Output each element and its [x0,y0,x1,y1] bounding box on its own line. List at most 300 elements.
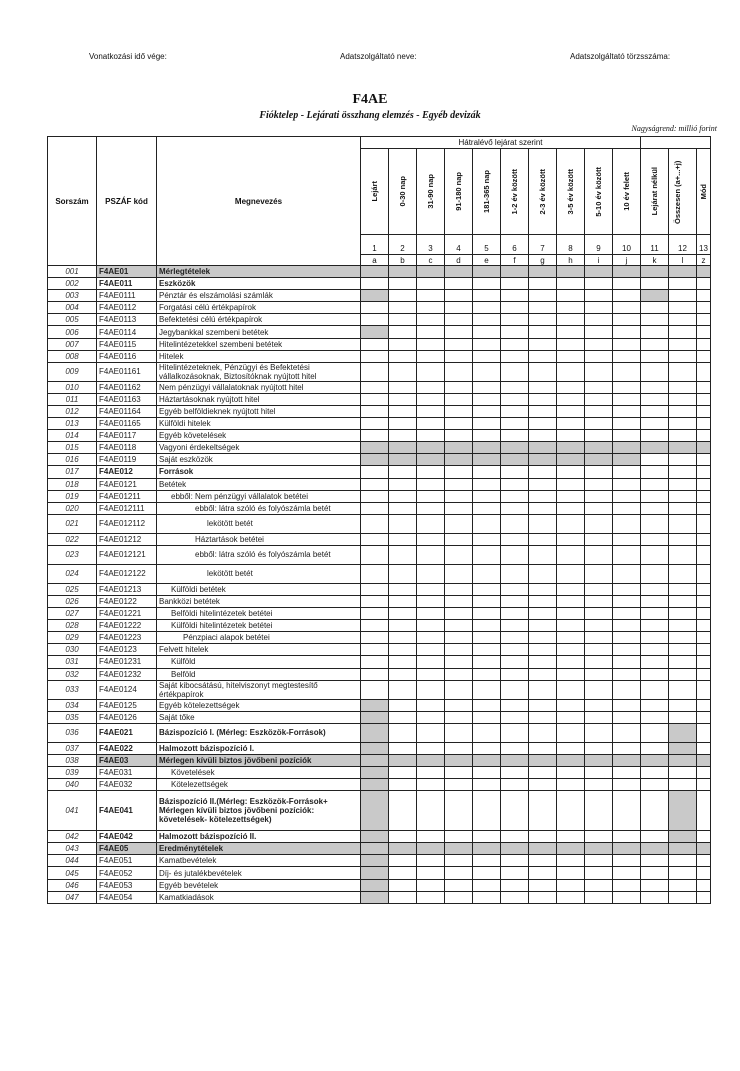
data-cell[interactable] [529,381,557,393]
data-cell[interactable] [417,290,445,302]
data-cell[interactable] [669,564,697,583]
data-cell[interactable] [389,891,417,903]
data-cell[interactable] [445,767,473,779]
data-cell[interactable] [389,314,417,326]
data-cell[interactable] [613,831,641,843]
data-cell[interactable] [613,266,641,278]
data-cell[interactable] [557,867,585,879]
data-cell[interactable] [557,326,585,338]
data-cell[interactable] [417,393,445,405]
data-cell[interactable] [361,644,389,656]
data-cell[interactable] [669,742,697,754]
data-cell[interactable] [585,767,613,779]
data-cell[interactable] [473,583,501,595]
data-cell[interactable] [389,490,417,502]
data-cell[interactable] [641,831,669,843]
data-cell[interactable] [529,843,557,855]
data-cell[interactable] [613,742,641,754]
data-cell[interactable] [557,843,585,855]
data-cell[interactable] [641,278,669,290]
data-cell[interactable] [501,620,529,632]
data-cell[interactable] [501,879,529,891]
data-cell[interactable] [641,699,669,711]
data-cell[interactable] [529,278,557,290]
data-cell[interactable] [445,742,473,754]
data-cell[interactable] [529,879,557,891]
data-cell[interactable] [529,362,557,381]
data-cell[interactable] [613,608,641,620]
data-cell[interactable] [585,502,613,514]
data-cell[interactable] [557,478,585,490]
data-cell[interactable] [417,478,445,490]
data-cell[interactable] [641,490,669,502]
data-cell[interactable] [473,831,501,843]
data-cell[interactable] [361,668,389,680]
data-cell[interactable] [445,490,473,502]
data-cell[interactable] [613,430,641,442]
data-cell[interactable] [613,362,641,381]
data-cell[interactable] [529,478,557,490]
data-cell[interactable] [417,831,445,843]
data-cell[interactable] [445,442,473,454]
data-cell[interactable] [473,418,501,430]
data-cell[interactable] [557,855,585,867]
data-cell[interactable] [613,533,641,545]
data-cell[interactable] [641,595,669,607]
data-cell[interactable] [585,620,613,632]
data-cell[interactable] [473,680,501,699]
data-cell[interactable] [557,595,585,607]
data-cell[interactable] [585,405,613,417]
data-cell[interactable] [697,302,711,314]
data-cell[interactable] [361,855,389,867]
data-cell[interactable] [557,891,585,903]
data-cell[interactable] [697,478,711,490]
data-cell[interactable] [445,791,473,831]
data-cell[interactable] [473,266,501,278]
data-cell[interactable] [641,381,669,393]
data-cell[interactable] [697,326,711,338]
data-cell[interactable] [417,779,445,791]
data-cell[interactable] [417,754,445,766]
data-cell[interactable] [473,608,501,620]
data-cell[interactable] [669,583,697,595]
data-cell[interactable] [613,302,641,314]
data-cell[interactable] [445,302,473,314]
data-cell[interactable] [417,278,445,290]
data-cell[interactable] [669,278,697,290]
data-cell[interactable] [669,595,697,607]
data-cell[interactable] [473,867,501,879]
data-cell[interactable] [641,879,669,891]
data-cell[interactable] [417,595,445,607]
data-cell[interactable] [613,381,641,393]
data-cell[interactable] [585,338,613,350]
data-cell[interactable] [641,405,669,417]
data-cell[interactable] [585,680,613,699]
data-cell[interactable] [585,350,613,362]
data-cell[interactable] [529,314,557,326]
data-cell[interactable] [585,326,613,338]
data-cell[interactable] [501,723,529,742]
data-cell[interactable] [389,405,417,417]
data-cell[interactable] [445,779,473,791]
data-cell[interactable] [697,502,711,514]
data-cell[interactable] [389,545,417,564]
data-cell[interactable] [501,668,529,680]
data-cell[interactable] [641,656,669,668]
data-cell[interactable] [389,644,417,656]
data-cell[interactable] [585,843,613,855]
data-cell[interactable] [445,545,473,564]
data-cell[interactable] [697,514,711,533]
data-cell[interactable] [445,843,473,855]
data-cell[interactable] [417,430,445,442]
data-cell[interactable] [697,393,711,405]
data-cell[interactable] [473,711,501,723]
data-cell[interactable] [613,514,641,533]
data-cell[interactable] [697,466,711,478]
data-cell[interactable] [501,779,529,791]
data-cell[interactable] [697,608,711,620]
data-cell[interactable] [669,466,697,478]
data-cell[interactable] [557,699,585,711]
data-cell[interactable] [501,466,529,478]
data-cell[interactable] [445,405,473,417]
data-cell[interactable] [557,490,585,502]
data-cell[interactable] [641,502,669,514]
data-cell[interactable] [557,608,585,620]
data-cell[interactable] [417,314,445,326]
data-cell[interactable] [529,656,557,668]
data-cell[interactable] [529,564,557,583]
data-cell[interactable] [613,791,641,831]
data-cell[interactable] [445,278,473,290]
data-cell[interactable] [697,791,711,831]
data-cell[interactable] [697,350,711,362]
data-cell[interactable] [641,632,669,644]
data-cell[interactable] [641,266,669,278]
data-cell[interactable] [641,608,669,620]
data-cell[interactable] [585,314,613,326]
data-cell[interactable] [585,879,613,891]
data-cell[interactable] [613,632,641,644]
data-cell[interactable] [669,711,697,723]
data-cell[interactable] [697,867,711,879]
data-cell[interactable] [529,490,557,502]
data-cell[interactable] [361,466,389,478]
data-cell[interactable] [641,644,669,656]
data-cell[interactable] [473,393,501,405]
data-cell[interactable] [585,564,613,583]
data-cell[interactable] [585,711,613,723]
data-cell[interactable] [641,779,669,791]
data-cell[interactable] [389,502,417,514]
data-cell[interactable] [697,754,711,766]
data-cell[interactable] [669,831,697,843]
data-cell[interactable] [501,699,529,711]
data-cell[interactable] [473,533,501,545]
data-cell[interactable] [445,502,473,514]
data-cell[interactable] [473,779,501,791]
data-cell[interactable] [585,656,613,668]
data-cell[interactable] [697,711,711,723]
data-cell[interactable] [697,418,711,430]
data-cell[interactable] [389,632,417,644]
data-cell[interactable] [501,314,529,326]
data-cell[interactable] [361,326,389,338]
data-cell[interactable] [641,867,669,879]
data-cell[interactable] [389,478,417,490]
data-cell[interactable] [529,723,557,742]
data-cell[interactable] [669,266,697,278]
data-cell[interactable] [641,430,669,442]
data-cell[interactable] [529,891,557,903]
data-cell[interactable] [613,478,641,490]
data-cell[interactable] [361,779,389,791]
data-cell[interactable] [585,442,613,454]
data-cell[interactable] [613,699,641,711]
data-cell[interactable] [501,632,529,644]
data-cell[interactable] [445,595,473,607]
data-cell[interactable] [585,545,613,564]
data-cell[interactable] [389,393,417,405]
data-cell[interactable] [389,290,417,302]
data-cell[interactable] [613,545,641,564]
data-cell[interactable] [641,454,669,466]
data-cell[interactable] [585,302,613,314]
data-cell[interactable] [585,454,613,466]
data-cell[interactable] [473,843,501,855]
data-cell[interactable] [613,350,641,362]
data-cell[interactable] [473,326,501,338]
data-cell[interactable] [585,362,613,381]
data-cell[interactable] [697,595,711,607]
data-cell[interactable] [697,742,711,754]
data-cell[interactable] [585,779,613,791]
data-cell[interactable] [473,362,501,381]
data-cell[interactable] [585,831,613,843]
data-cell[interactable] [557,533,585,545]
data-cell[interactable] [529,711,557,723]
data-cell[interactable] [669,302,697,314]
data-cell[interactable] [473,302,501,314]
data-cell[interactable] [529,418,557,430]
data-cell[interactable] [417,767,445,779]
data-cell[interactable] [361,620,389,632]
data-cell[interactable] [641,362,669,381]
data-cell[interactable] [361,723,389,742]
data-cell[interactable] [361,478,389,490]
data-cell[interactable] [389,595,417,607]
data-cell[interactable] [669,767,697,779]
data-cell[interactable] [613,454,641,466]
data-cell[interactable] [669,350,697,362]
data-cell[interactable] [501,742,529,754]
data-cell[interactable] [613,779,641,791]
data-cell[interactable] [445,632,473,644]
data-cell[interactable] [697,855,711,867]
data-cell[interactable] [501,514,529,533]
data-cell[interactable] [501,564,529,583]
data-cell[interactable] [445,656,473,668]
data-cell[interactable] [557,545,585,564]
data-cell[interactable] [529,668,557,680]
data-cell[interactable] [557,620,585,632]
data-cell[interactable] [417,442,445,454]
data-cell[interactable] [613,290,641,302]
data-cell[interactable] [669,680,697,699]
data-cell[interactable] [669,533,697,545]
data-cell[interactable] [557,723,585,742]
data-cell[interactable] [641,791,669,831]
data-cell[interactable] [557,502,585,514]
data-cell[interactable] [697,405,711,417]
data-cell[interactable] [389,430,417,442]
data-cell[interactable] [641,418,669,430]
data-cell[interactable] [417,454,445,466]
data-cell[interactable] [361,656,389,668]
data-cell[interactable] [529,442,557,454]
data-cell[interactable] [389,326,417,338]
data-cell[interactable] [697,338,711,350]
data-cell[interactable] [473,442,501,454]
data-cell[interactable] [361,632,389,644]
data-cell[interactable] [613,867,641,879]
data-cell[interactable] [473,656,501,668]
data-cell[interactable] [557,266,585,278]
data-cell[interactable] [697,843,711,855]
data-cell[interactable] [361,583,389,595]
data-cell[interactable] [501,393,529,405]
data-cell[interactable] [417,466,445,478]
data-cell[interactable] [613,418,641,430]
data-cell[interactable] [389,791,417,831]
data-cell[interactable] [585,855,613,867]
data-cell[interactable] [641,326,669,338]
data-cell[interactable] [557,644,585,656]
data-cell[interactable] [641,350,669,362]
data-cell[interactable] [417,418,445,430]
data-cell[interactable] [613,891,641,903]
data-cell[interactable] [697,442,711,454]
data-cell[interactable] [417,545,445,564]
data-cell[interactable] [585,490,613,502]
data-cell[interactable] [697,767,711,779]
data-cell[interactable] [473,742,501,754]
data-cell[interactable] [557,430,585,442]
data-cell[interactable] [473,430,501,442]
data-cell[interactable] [361,791,389,831]
data-cell[interactable] [641,393,669,405]
data-cell[interactable] [361,711,389,723]
data-cell[interactable] [417,502,445,514]
data-cell[interactable] [613,466,641,478]
data-cell[interactable] [613,754,641,766]
data-cell[interactable] [361,278,389,290]
data-cell[interactable] [585,418,613,430]
data-cell[interactable] [697,620,711,632]
data-cell[interactable] [697,891,711,903]
data-cell[interactable] [529,466,557,478]
data-cell[interactable] [529,855,557,867]
data-cell[interactable] [501,266,529,278]
data-cell[interactable] [669,393,697,405]
data-cell[interactable] [529,754,557,766]
data-cell[interactable] [529,533,557,545]
data-cell[interactable] [501,478,529,490]
data-cell[interactable] [417,405,445,417]
data-cell[interactable] [473,545,501,564]
data-cell[interactable] [361,266,389,278]
data-cell[interactable] [669,723,697,742]
data-cell[interactable] [445,350,473,362]
data-cell[interactable] [361,831,389,843]
data-cell[interactable] [585,608,613,620]
data-cell[interactable] [501,502,529,514]
data-cell[interactable] [445,608,473,620]
data-cell[interactable] [529,350,557,362]
data-cell[interactable] [445,290,473,302]
data-cell[interactable] [501,430,529,442]
data-cell[interactable] [473,454,501,466]
data-cell[interactable] [501,418,529,430]
data-cell[interactable] [501,405,529,417]
data-cell[interactable] [445,466,473,478]
data-cell[interactable] [697,779,711,791]
data-cell[interactable] [641,545,669,564]
data-cell[interactable] [501,545,529,564]
data-cell[interactable] [697,266,711,278]
data-cell[interactable] [557,583,585,595]
data-cell[interactable] [529,405,557,417]
data-cell[interactable] [641,564,669,583]
data-cell[interactable] [669,699,697,711]
data-cell[interactable] [501,278,529,290]
data-cell[interactable] [585,742,613,754]
data-cell[interactable] [361,680,389,699]
data-cell[interactable] [529,620,557,632]
data-cell[interactable] [473,754,501,766]
data-cell[interactable] [669,338,697,350]
data-cell[interactable] [417,490,445,502]
data-cell[interactable] [501,381,529,393]
data-cell[interactable] [417,855,445,867]
data-cell[interactable] [389,767,417,779]
data-cell[interactable] [501,855,529,867]
data-cell[interactable] [501,767,529,779]
data-cell[interactable] [417,843,445,855]
data-cell[interactable] [445,564,473,583]
data-cell[interactable] [697,564,711,583]
data-cell[interactable] [361,608,389,620]
data-cell[interactable] [613,583,641,595]
data-cell[interactable] [557,831,585,843]
data-cell[interactable] [529,767,557,779]
data-cell[interactable] [641,514,669,533]
data-cell[interactable] [613,767,641,779]
data-cell[interactable] [389,608,417,620]
data-cell[interactable] [417,879,445,891]
data-cell[interactable] [697,490,711,502]
data-cell[interactable] [417,533,445,545]
data-cell[interactable] [389,418,417,430]
data-cell[interactable] [669,545,697,564]
data-cell[interactable] [473,699,501,711]
data-cell[interactable] [641,711,669,723]
data-cell[interactable] [473,314,501,326]
data-cell[interactable] [669,442,697,454]
